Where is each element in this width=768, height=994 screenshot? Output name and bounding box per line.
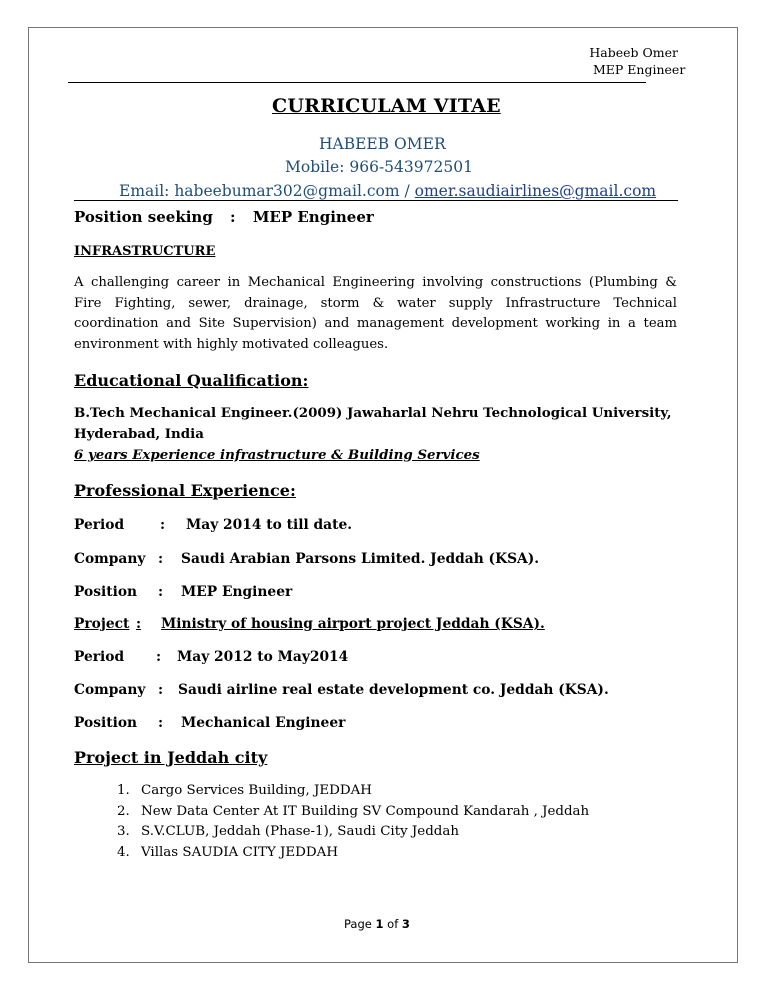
footer-page-label: Page	[344, 917, 372, 931]
email-primary: Email: habeebumar302@gmail.com /	[119, 182, 410, 200]
header-rule	[68, 82, 646, 83]
list-item-number: 1.	[117, 783, 130, 798]
header-name: Habeeb Omer	[589, 45, 678, 60]
infrastructure-text: A challenging career in Mechanical Engineering involving constructions (Plumbing & Fire Fighting, sewer, drainage, storm & water supply Infrastructure Technical coordination and Site Supervision) and management development working in a team environment with highly motivated colleagues.	[74, 275, 677, 352]
row-sep: :	[136, 616, 142, 632]
page-footer	[344, 917, 410, 931]
row-value: May 2012 to May2014	[177, 649, 349, 665]
position-seeking-value: MEP Engineer	[252, 208, 374, 226]
row-value: Saudi airline real estate development co. Jeddah (KSA).	[178, 682, 609, 698]
row-value: Mechanical Engineer	[181, 715, 346, 731]
contact-mobile: Mobile: 966-543972501	[285, 158, 473, 176]
list-item-number: 4.	[117, 845, 130, 860]
education-degree: B.Tech Mechanical Engineer.(2009) Jawaharlal Nehru Technological University,	[74, 405, 672, 421]
footer-page-number: 1	[375, 917, 384, 931]
row-label: Period	[74, 517, 125, 533]
row-label: Company	[74, 551, 146, 567]
list-item-text: New Data Center At IT Building SV Compound Kandarah , Jeddah	[141, 804, 590, 819]
list-item	[117, 824, 459, 839]
row-label: Period	[74, 649, 125, 665]
list-item	[117, 804, 589, 819]
page-title: CURRICULAM VITAE	[272, 95, 501, 117]
experience-heading: Professional Experience:	[74, 481, 296, 500]
row-sep: :	[158, 551, 164, 567]
list-item-text: Villas SAUDIA CITY JEDDAH	[141, 845, 339, 860]
row-sep: :	[156, 649, 162, 665]
footer-of: of	[387, 917, 399, 931]
row-label: Company	[74, 682, 146, 698]
row-sep: :	[158, 682, 164, 698]
row-sep: :	[158, 584, 164, 600]
list-item	[117, 845, 338, 860]
list-item-text: Cargo Services Building, JEDDAH	[141, 783, 372, 798]
row-value: Saudi Arabian Parsons Limited. Jeddah (KSA).	[181, 551, 540, 567]
header-role: MEP Engineer	[593, 62, 686, 77]
row-label: Position	[74, 715, 138, 731]
row-sep: :	[158, 715, 164, 731]
list-item	[117, 783, 372, 798]
education-location: Hyderabad, India	[74, 426, 204, 442]
row-value: MEP Engineer	[181, 584, 293, 600]
contact-email	[119, 182, 656, 200]
footer-page-total: 3	[401, 917, 410, 931]
position-seeking-sep: :	[230, 208, 236, 226]
list-item-number: 2.	[117, 804, 130, 819]
projects-heading: Project in Jeddah city	[74, 748, 268, 767]
infrastructure-heading: INFRASTRUCTURE	[74, 244, 216, 259]
education-heading: Educational Qualification:	[74, 371, 309, 390]
position-seeking-label: Position seeking	[74, 208, 213, 226]
list-item-number: 3.	[117, 824, 130, 839]
contact-name: HABEEB OMER	[319, 135, 446, 153]
row-sep: :	[160, 517, 166, 533]
position-seeking	[74, 208, 374, 226]
contact-rule	[74, 200, 678, 201]
row-label: Position	[74, 584, 138, 600]
row-label: Project	[74, 616, 130, 632]
list-item-text: S.V.CLUB, Jeddah (Phase-1), Saudi City Jeddah	[141, 824, 459, 839]
row-value: May 2014 to till date.	[186, 517, 353, 533]
email-secondary-link[interactable]: omer.saudiairlines@gmail.com	[414, 182, 657, 200]
experience-row	[74, 616, 545, 636]
row-value: Ministry of housing airport project Jeddah (KSA).	[161, 616, 545, 632]
education-experience: 6 years Experience infrastructure & Building Services	[74, 447, 480, 463]
